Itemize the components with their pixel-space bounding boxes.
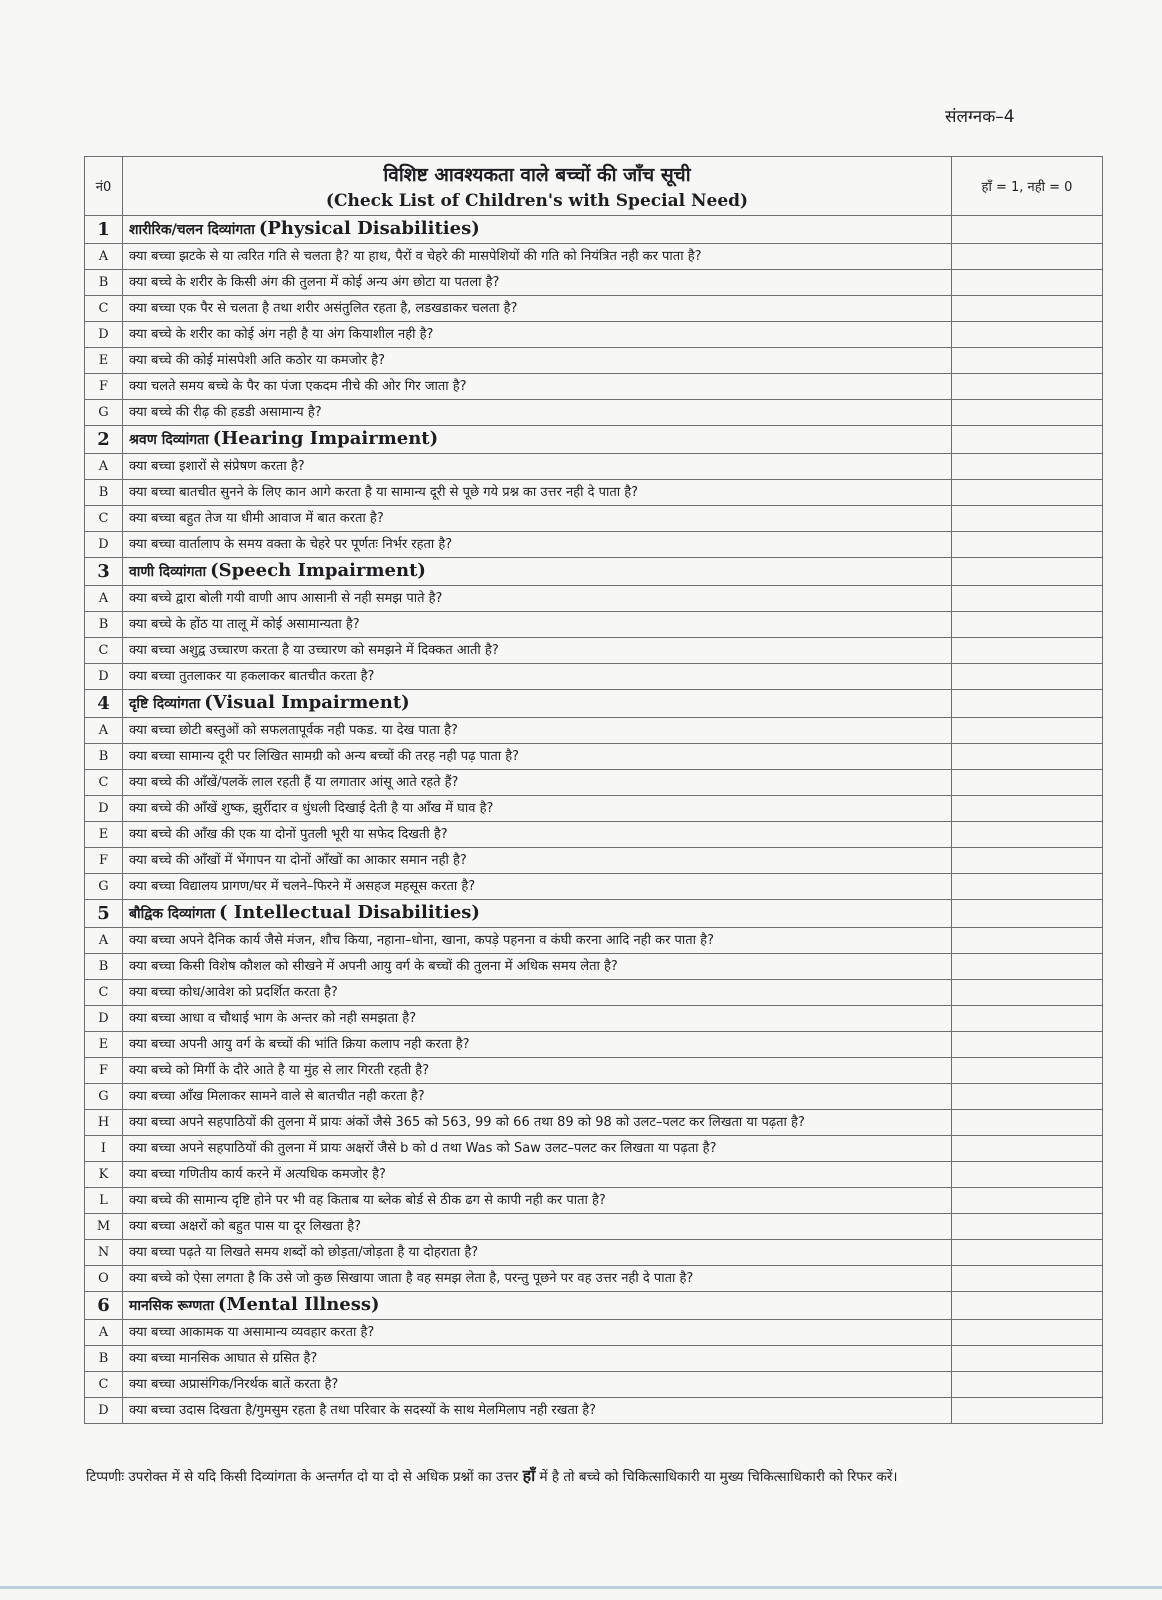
section-title — [123, 690, 952, 718]
section-title — [123, 1292, 952, 1320]
answer-cell[interactable] — [952, 900, 1103, 928]
question-text: क्या बच्चा एक पैर से चलता है तथा शरीर असंतुलित रहता है, लडखडाकर चलता है? — [123, 296, 952, 322]
serial-number-header: नं0 — [85, 157, 123, 216]
footnote — [86, 1464, 898, 1486]
question-row — [85, 322, 1103, 348]
question-row — [85, 480, 1103, 506]
footnote-text-after: में है तो बच्चे को चिकित्साधिकारी या मुख्य चिकित्साधिकारी को रिफर करें। — [535, 1469, 898, 1485]
answer-cell[interactable] — [952, 1292, 1103, 1320]
answer-cell[interactable] — [952, 1266, 1103, 1292]
section-row — [85, 1292, 1103, 1320]
answer-cell[interactable] — [952, 612, 1103, 638]
question-letter: B — [85, 480, 123, 506]
question-row — [85, 1372, 1103, 1398]
question-row — [85, 1398, 1103, 1424]
question-letter: N — [85, 1240, 123, 1266]
section-row — [85, 690, 1103, 718]
question-letter: B — [85, 270, 123, 296]
answer-cell[interactable] — [952, 296, 1103, 322]
question-text: क्या बच्चा अपने सहपाठियों की तुलना में प्रायः अक्षरों जैसे b को d तथा Was को Saw उलट–पलट कर लिखता या पढ़ता है? — [123, 1136, 952, 1162]
question-text: क्या बच्चा बहुत तेज या धीमी आवाज में बात करता है? — [123, 506, 952, 532]
question-text: क्या बच्चा झटके से या त्वरित गति से चलता है? या हाथ, पैरों व चेहरे की मासपेशियों की गति को नियंत्रित नही कर पाता है? — [123, 244, 952, 270]
question-row — [85, 1320, 1103, 1346]
question-text: क्या बच्चा मानसिक आघात से ग्रसित है? — [123, 1346, 952, 1372]
checklist-title-english: (Check List of Children's with Special Need) — [325, 191, 749, 211]
question-text: क्या बच्चे की आँख की एक या दोनों पुतली भूरी या सफेद दिखती है? — [123, 822, 952, 848]
section-title-english: (Hearing Impairment) — [212, 428, 439, 449]
question-letter: C — [85, 506, 123, 532]
question-letter: D — [85, 796, 123, 822]
answer-cell[interactable] — [952, 1032, 1103, 1058]
question-text: क्या बच्चा अप्रासंगिक/निरर्थक बातें करता है? — [123, 1372, 952, 1398]
annexure-label: संलग्नक–4 — [945, 107, 1015, 127]
section-title — [123, 900, 952, 928]
table-header-row — [85, 157, 1103, 216]
question-text: क्या बच्चा तुतलाकर या हकलाकर बातचीत करता है? — [123, 664, 952, 690]
answer-cell[interactable] — [952, 1214, 1103, 1240]
question-row — [85, 1188, 1103, 1214]
question-text: क्या बच्चे की सामान्य दृष्टि होने पर भी वह किताब या ब्लेक बोर्ड से ठीक ढग से कापी नही कर पाता है? — [123, 1188, 952, 1214]
answer-cell[interactable] — [952, 980, 1103, 1006]
answer-cell[interactable] — [952, 1006, 1103, 1032]
question-text: क्या बच्चा अपनी आयु वर्ग के बच्चों की भांति क्रिया कलाप नही करता है? — [123, 1032, 952, 1058]
question-text: क्या बच्चा विद्यालय प्रागण/घर में चलने–फिरने में असहज महसूस करता है? — [123, 874, 952, 900]
section-number: 6 — [85, 1292, 123, 1320]
question-row — [85, 586, 1103, 612]
question-text: क्या बच्चा आँख मिलाकर सामने वाले से बातचीत नही करता है? — [123, 1084, 952, 1110]
question-letter: F — [85, 374, 123, 400]
question-row — [85, 1058, 1103, 1084]
answer-cell[interactable] — [952, 638, 1103, 664]
answer-cell[interactable] — [952, 216, 1103, 244]
answer-cell[interactable] — [952, 506, 1103, 532]
question-row — [85, 612, 1103, 638]
section-number: 5 — [85, 900, 123, 928]
question-letter: D — [85, 322, 123, 348]
question-row — [85, 1240, 1103, 1266]
question-text: क्या बच्चे की आँखों में भेंगापन या दोनों आँखों का आकार समान नही है? — [123, 848, 952, 874]
question-letter: G — [85, 400, 123, 426]
question-row — [85, 374, 1103, 400]
answer-cell[interactable] — [952, 1058, 1103, 1084]
answer-cell[interactable] — [952, 1084, 1103, 1110]
section-title-hindi: बौद्विक दिव्यांगता — [129, 906, 216, 922]
answer-cell[interactable] — [952, 928, 1103, 954]
question-letter: D — [85, 664, 123, 690]
question-letter: D — [85, 532, 123, 558]
question-row — [85, 770, 1103, 796]
question-letter: A — [85, 586, 123, 612]
checklist-title-hindi: विशिष्ट आवश्यकता वाले बच्चों की जाँच सूची — [383, 164, 691, 186]
question-row — [85, 796, 1103, 822]
answer-cell[interactable] — [952, 558, 1103, 586]
answer-cell[interactable] — [952, 454, 1103, 480]
question-letter: B — [85, 744, 123, 770]
question-text: क्या बच्चा अक्षरों को बहुत पास या दूर लिखता है? — [123, 1214, 952, 1240]
question-letter: M — [85, 1214, 123, 1240]
section-title-hindi: मानसिक रूग्णता — [129, 1298, 215, 1314]
question-text: क्या बच्चा आकामक या असामान्य व्यवहार करता है? — [123, 1320, 952, 1346]
answer-cell[interactable] — [952, 586, 1103, 612]
question-row — [85, 718, 1103, 744]
question-text: क्या बच्चा अपने सहपाठियों की तुलना में प्रायः अंकों जैसे 365 को 563, 99 को 66 तथा 89 को 98 को उलट–पलट कर लिखता या पढ़ता है? — [123, 1110, 952, 1136]
question-text: क्या बच्चा उदास दिखता है/गुमसुम रहता है तथा परिवार के सदस्यों के साथ मेलमिलाप नही रखता है? — [123, 1398, 952, 1424]
question-letter: A — [85, 244, 123, 270]
answer-cell[interactable] — [952, 718, 1103, 744]
question-row — [85, 454, 1103, 480]
question-letter: F — [85, 1058, 123, 1084]
question-letter: L — [85, 1188, 123, 1214]
answer-cell[interactable] — [952, 822, 1103, 848]
answer-cell[interactable] — [952, 426, 1103, 454]
section-number: 4 — [85, 690, 123, 718]
answer-cell[interactable] — [952, 270, 1103, 296]
answer-cell[interactable] — [952, 1110, 1103, 1136]
question-text: क्या बच्चा वार्तालाप के समय वक्ता के चेहरे पर पूर्णतः निर्भर रहता है? — [123, 532, 952, 558]
answer-cell[interactable] — [952, 848, 1103, 874]
question-text: क्या बच्चे के शरीर का कोई अंग नही है या अंग कियाशील नही है? — [123, 322, 952, 348]
question-letter: G — [85, 1084, 123, 1110]
section-title-english: ( Intellectual Disabilities) — [219, 902, 480, 923]
section-title — [123, 426, 952, 454]
section-number: 1 — [85, 216, 123, 244]
question-row — [85, 1266, 1103, 1292]
section-title — [123, 216, 952, 244]
question-row — [85, 1346, 1103, 1372]
question-row — [85, 1084, 1103, 1110]
section-row — [85, 426, 1103, 454]
question-letter: E — [85, 822, 123, 848]
answer-cell[interactable] — [952, 374, 1103, 400]
question-row — [85, 980, 1103, 1006]
answer-cell[interactable] — [952, 1372, 1103, 1398]
section-title-english: (Mental Illness) — [218, 1294, 380, 1315]
question-letter: E — [85, 1032, 123, 1058]
answer-cell[interactable] — [952, 244, 1103, 270]
answer-cell[interactable] — [952, 480, 1103, 506]
question-letter: D — [85, 1398, 123, 1424]
question-text: क्या बच्चे द्वारा बोली गयी वाणी आप आसानी से नही समझ पाते है? — [123, 586, 952, 612]
question-letter: B — [85, 954, 123, 980]
answer-cell[interactable] — [952, 664, 1103, 690]
question-text: क्या बच्चा कोध/आवेश को प्रदर्शित करता है? — [123, 980, 952, 1006]
answer-cell[interactable] — [952, 1398, 1103, 1424]
question-text: क्या बच्चा आधा व चौथाई भाग के अन्तर को नही समझता है? — [123, 1006, 952, 1032]
answer-cell[interactable] — [952, 1240, 1103, 1266]
answer-cell[interactable] — [952, 532, 1103, 558]
question-row — [85, 954, 1103, 980]
question-row — [85, 1110, 1103, 1136]
question-letter: A — [85, 454, 123, 480]
question-row — [85, 1162, 1103, 1188]
answer-cell[interactable] — [952, 1188, 1103, 1214]
question-text: क्या बच्चे को मिर्गी के दौरे आते है या मुंह से लार गिरती रहती है? — [123, 1058, 952, 1084]
question-row — [85, 400, 1103, 426]
question-row — [85, 664, 1103, 690]
answer-cell[interactable] — [952, 348, 1103, 374]
question-row — [85, 1032, 1103, 1058]
answer-cell[interactable] — [952, 1346, 1103, 1372]
answer-cell[interactable] — [952, 744, 1103, 770]
question-text: क्या बच्चा पढ़ते या लिखते समय शब्दों को छोड़ता/जोड़ता है या दोहराता है? — [123, 1240, 952, 1266]
section-title-english: (Visual Impairment) — [204, 692, 410, 713]
section-title-hindi: शारीरिक/चलन दिव्यांगता — [129, 222, 255, 238]
page-bottom-edge — [0, 1586, 1162, 1589]
question-letter: C — [85, 638, 123, 664]
question-text: क्या बच्चा अपने दैनिक कार्य जैसे मंजन, शौच किया, नहाना–धोना, खाना, कपड़े पहनना व कंघी करना आदि नही कर पाता है? — [123, 928, 952, 954]
question-text: क्या बच्चे को ऐसा लगता है कि उसे जो कुछ सिखाया जाता है वह समझ लेता है, परन्तु पूछने पर वह उत्तर नही दे पाता है? — [123, 1266, 952, 1292]
question-letter: G — [85, 874, 123, 900]
section-row — [85, 558, 1103, 586]
section-row — [85, 216, 1103, 244]
question-row — [85, 928, 1103, 954]
question-letter: A — [85, 1320, 123, 1346]
question-letter: A — [85, 718, 123, 744]
answer-cell[interactable] — [952, 1136, 1103, 1162]
question-text: क्या बच्चा सामान्य दूरी पर लिखित सामग्री को अन्य बच्चों की तरह नही पढ़ पाता है? — [123, 744, 952, 770]
answer-cell[interactable] — [952, 796, 1103, 822]
question-row — [85, 1214, 1103, 1240]
question-row — [85, 348, 1103, 374]
question-row — [85, 874, 1103, 900]
answer-cell[interactable] — [952, 770, 1103, 796]
footnote-text-before: टिप्पणीः उपरोक्त में से यदि किसी दिव्यांगता के अन्तर्गत दो या दो से अधिक प्रश्नों का उत्तर — [86, 1469, 523, 1485]
section-title-hindi: वाणी दिव्यांगता — [129, 564, 207, 580]
answer-cell[interactable] — [952, 1162, 1103, 1188]
question-letter: H — [85, 1110, 123, 1136]
answer-cell[interactable] — [952, 874, 1103, 900]
question-row — [85, 744, 1103, 770]
section-number: 2 — [85, 426, 123, 454]
question-letter: B — [85, 1346, 123, 1372]
question-row — [85, 638, 1103, 664]
question-row — [85, 822, 1103, 848]
question-text: क्या बच्चा अशुद्व उच्चारण करता है या उच्चारण को समझने में दिक्कत आती है? — [123, 638, 952, 664]
answer-scale-header: हाँ = 1, नही = 0 — [952, 157, 1103, 216]
answer-cell[interactable] — [952, 322, 1103, 348]
question-letter: E — [85, 348, 123, 374]
question-letter: C — [85, 296, 123, 322]
question-text: क्या बच्चे की कोई मांसपेशी अति कठोर या कमजोर है? — [123, 348, 952, 374]
section-row — [85, 900, 1103, 928]
question-letter: K — [85, 1162, 123, 1188]
question-letter: D — [85, 1006, 123, 1032]
footnote-bold-yes: हाँ — [522, 1466, 536, 1485]
section-number: 3 — [85, 558, 123, 586]
answer-cell[interactable] — [952, 954, 1103, 980]
checklist-title-cell — [123, 157, 952, 216]
section-title-hindi: श्रवण दिव्यांगता — [129, 432, 209, 448]
checklist-table — [84, 156, 1103, 1424]
question-text: क्या बच्चे की आँखें शुष्क, झुर्रीदार व धुंधली दिखाई देती है या आँख में घाव है? — [123, 796, 952, 822]
question-row — [85, 1006, 1103, 1032]
question-letter: C — [85, 980, 123, 1006]
question-text: क्या चलते समय बच्चे के पैर का पंजा एकदम नीचे की ओर गिर जाता है? — [123, 374, 952, 400]
question-letter: O — [85, 1266, 123, 1292]
section-title-english: (Speech Impairment) — [210, 560, 426, 581]
question-text: क्या बच्चा छोटी बस्तुओं को सफलतापूर्वक नही पकड. या देख पाता है? — [123, 718, 952, 744]
question-row — [85, 848, 1103, 874]
question-text: क्या बच्चे के होंठ या तालू में कोई असामान्यता है? — [123, 612, 952, 638]
question-letter: A — [85, 928, 123, 954]
question-text: क्या बच्चे की आँखें/पलकें लाल रहती हैं या लगातार आंसू आते रहते हैं? — [123, 770, 952, 796]
section-title — [123, 558, 952, 586]
answer-cell[interactable] — [952, 1320, 1103, 1346]
question-letter: F — [85, 848, 123, 874]
question-row — [85, 270, 1103, 296]
question-letter: I — [85, 1136, 123, 1162]
question-text: क्या बच्चा गणितीय कार्य करने में अत्यधिक कमजोर है? — [123, 1162, 952, 1188]
question-row — [85, 244, 1103, 270]
question-row — [85, 532, 1103, 558]
question-text: क्या बच्चा इशारों से संप्रेषण करता है? — [123, 454, 952, 480]
answer-cell[interactable] — [952, 690, 1103, 718]
question-letter: C — [85, 1372, 123, 1398]
section-title-english: (Physical Disabilities) — [258, 218, 480, 239]
section-title-hindi: दृष्टि दिव्यांगता — [129, 696, 201, 712]
question-row — [85, 296, 1103, 322]
question-text: क्या बच्चा किसी विशेष कौशल को सीखने में अपनी आयु वर्ग के बच्चों की तुलना में अधिक समय लेता है? — [123, 954, 952, 980]
question-text: क्या बच्चे की रीढ़ की हडडी असामान्य है? — [123, 400, 952, 426]
question-text: क्या बच्चा बातचीत सुनने के लिए कान आगे करता है या सामान्य दूरी से पूछे गये प्रश्न का उत्तर नही दे पाता है? — [123, 480, 952, 506]
answer-cell[interactable] — [952, 400, 1103, 426]
question-row — [85, 1136, 1103, 1162]
question-text: क्या बच्चे के शरीर के किसी अंग की तुलना में कोई अन्य अंग छोटा या पतला है? — [123, 270, 952, 296]
question-row — [85, 506, 1103, 532]
question-letter: C — [85, 770, 123, 796]
question-letter: B — [85, 612, 123, 638]
